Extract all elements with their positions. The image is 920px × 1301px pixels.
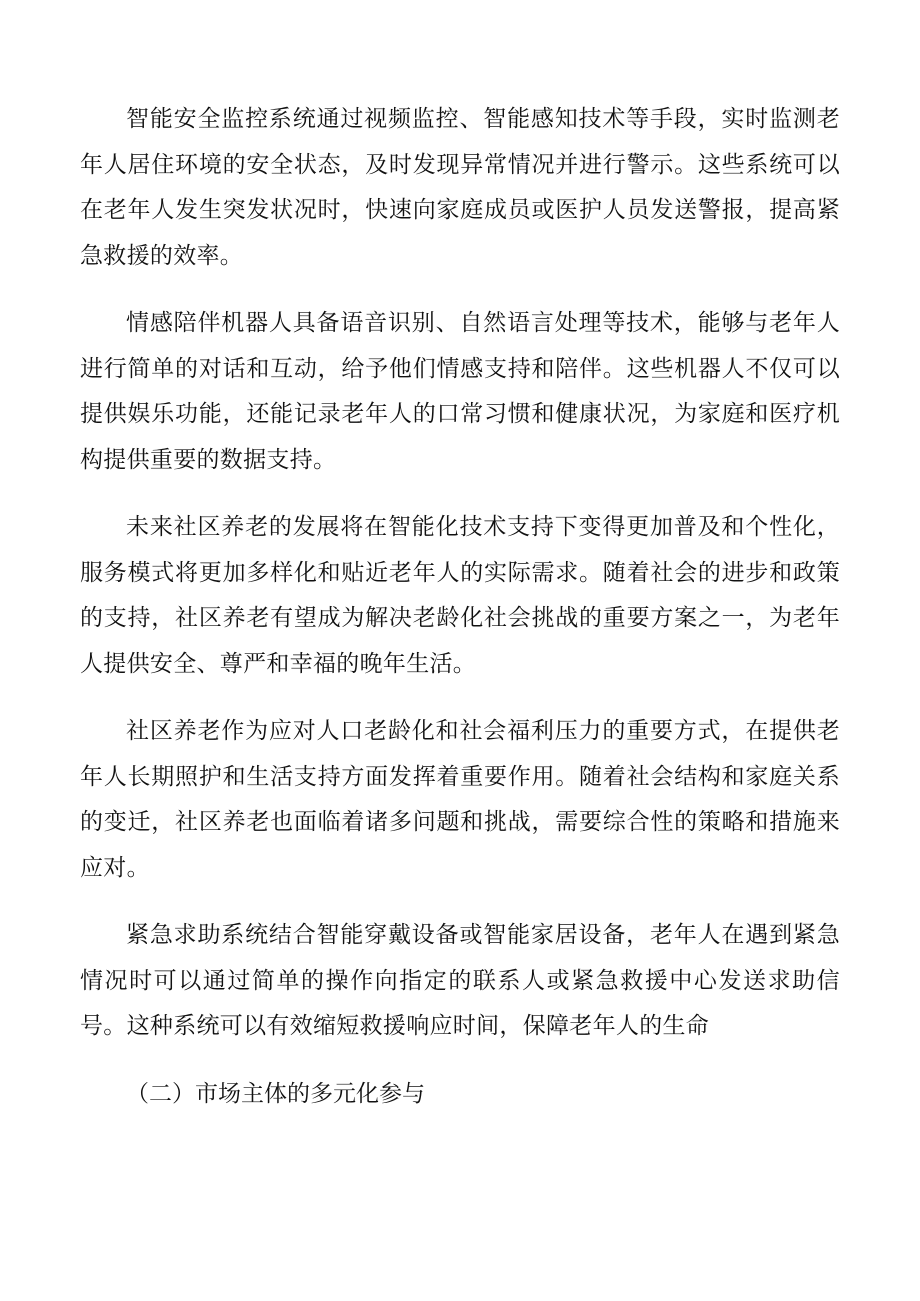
paragraph-emergency-help-system: 紧急求助系统结合智能穿戴设备或智能家居设备，老年人在遇到紧急情况时可以通过简单的操作向指定的联系人或紧急救援中心发送求助信号。这种系统可以有效缩短救援响应时间，保障老年人的生命	[80, 922, 840, 1039]
paragraph-companion-robot: 情感陪伴机器人具备语音识别、自然语言处理等技术，能够与老年人进行简单的对话和互动，给予他们情感支持和陪伴。这些机器人不仅可以提供娱乐功能，还能记录老年人的口常习惯和健康状况，为家庭和医疗机构提供重要的数据支持。	[80, 310, 840, 473]
paragraph-smart-security-monitoring: 智能安全监控系统通过视频监控、智能感知技术等手段，实时监测老年人居住环境的安全状态，及时发现异常情况并进行警示。这些系统可以在老年人发生突发状况时，快速向家庭成员或医护人员发送警报，提高紧急救援的效率。	[80, 106, 840, 269]
section-heading: （二）市场主体的多元化参与	[126, 1080, 425, 1107]
paragraph-future-community-care: 未来社区养老的发展将在智能化技术支持下变得更加普及和个性化，服务模式将更加多样化和贴近老年人的实际需求。随着社会的进步和政策的支持，社区养老有望成为解决老龄化社会挑战的重要方案之一，为老年人提供安全、尊严和幸福的晚年生活。	[80, 514, 840, 677]
paragraph-community-care-challenges: 社区养老作为应对人口老龄化和社会福利压力的重要方式，在提供老年人长期照护和生活支持方面发挥着重要作用。随着社会结构和家庭关系的变迁，社区养老也面临着诸多问题和挑战，需要综合性的策略和措施来应对。	[80, 718, 840, 881]
document-body	[80, 97, 840, 1117]
